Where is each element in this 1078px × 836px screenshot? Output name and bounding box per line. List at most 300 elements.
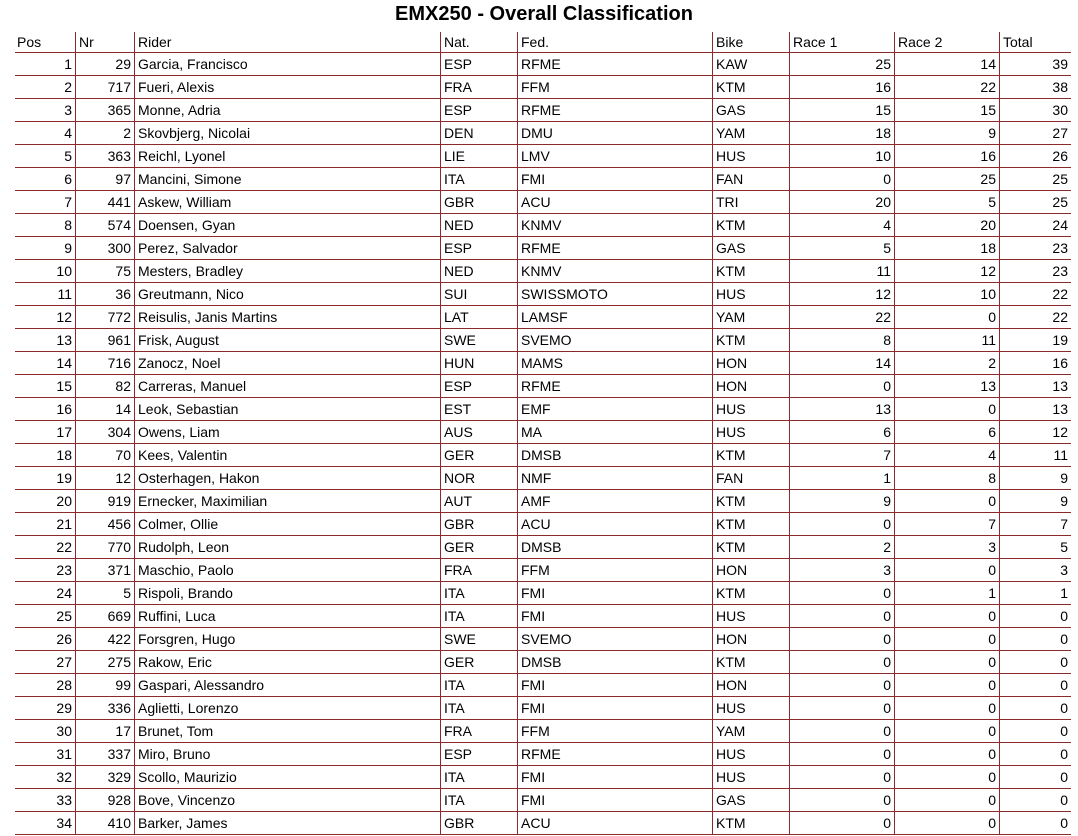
cell-race1: 0 [789,720,894,743]
table-row [15,628,1071,651]
cell-total: 0 [999,743,1071,766]
table-row [15,812,1071,835]
cell-race1: 18 [789,122,894,145]
cell-bike: HON [712,674,789,697]
cell-rider: Gaspari, Alessandro [134,674,440,697]
cell-nat: ITA [440,697,517,720]
cell-race2: 8 [894,467,999,490]
cell-bike: GAS [712,789,789,812]
cell-nat: GBR [440,513,517,536]
cell-fed: DMU [517,122,712,145]
cell-race2: 5 [894,191,999,214]
cell-fed: FMI [517,605,712,628]
cell-total: 22 [999,306,1071,329]
table-row [15,306,1071,329]
cell-race1: 0 [789,766,894,789]
header-fed: Fed. [517,32,712,53]
cell-nr: 97 [75,168,134,191]
cell-race1: 20 [789,191,894,214]
cell-race2: 0 [894,559,999,582]
table-row [15,490,1071,513]
cell-rider: Ruffini, Luca [134,605,440,628]
cell-total: 39 [999,53,1071,76]
cell-rider: Leok, Sebastian [134,398,440,421]
cell-fed: DMSB [517,651,712,674]
cell-bike: KTM [712,260,789,283]
cell-rider: Rakow, Eric [134,651,440,674]
table-row [15,352,1071,375]
cell-rider: Ernecker, Maximilian [134,490,440,513]
cell-rider: Colmer, Ollie [134,513,440,536]
cell-bike: HON [712,375,789,398]
cell-race1: 6 [789,421,894,444]
header-nr: Nr [75,32,134,53]
cell-fed: DMSB [517,536,712,559]
cell-total: 13 [999,375,1071,398]
header-race2: Race 2 [894,32,999,53]
cell-bike: KTM [712,76,789,99]
table-row [15,559,1071,582]
cell-nr: 371 [75,559,134,582]
cell-rider: Owens, Liam [134,421,440,444]
cell-nat: ITA [440,168,517,191]
cell-race2: 13 [894,375,999,398]
cell-race2: 2 [894,352,999,375]
cell-total: 1 [999,582,1071,605]
cell-race1: 0 [789,582,894,605]
table-row [15,743,1071,766]
cell-pos: 10 [15,260,75,283]
cell-race2: 0 [894,398,999,421]
cell-bike: KTM [712,651,789,674]
cell-fed: FFM [517,559,712,582]
table-row [15,697,1071,720]
cell-nat: ESP [440,53,517,76]
cell-rider: Carreras, Manuel [134,375,440,398]
cell-nr: 772 [75,306,134,329]
cell-nat: FRA [440,76,517,99]
table-row [15,398,1071,421]
cell-fed: FFM [517,76,712,99]
cell-fed: LAMSF [517,306,712,329]
cell-nr: 2 [75,122,134,145]
cell-race2: 22 [894,76,999,99]
cell-race1: 0 [789,812,894,835]
cell-pos: 32 [15,766,75,789]
cell-total: 16 [999,352,1071,375]
cell-pos: 11 [15,283,75,306]
cell-rider: Greutmann, Nico [134,283,440,306]
cell-nat: AUT [440,490,517,513]
cell-bike: KTM [712,812,789,835]
table-row [15,789,1071,812]
cell-rider: Brunet, Tom [134,720,440,743]
cell-pos: 7 [15,191,75,214]
cell-total: 0 [999,628,1071,651]
page-title: EMX250 - Overall Classification [395,3,693,25]
cell-pos: 18 [15,444,75,467]
cell-race2: 25 [894,168,999,191]
cell-pos: 14 [15,352,75,375]
cell-race2: 10 [894,283,999,306]
cell-nat: FRA [440,559,517,582]
cell-bike: YAM [712,306,789,329]
cell-bike: HUS [712,283,789,306]
table-header [15,32,1071,53]
cell-bike: HUS [712,605,789,628]
cell-pos: 9 [15,237,75,260]
cell-race2: 1 [894,582,999,605]
cell-nr: 919 [75,490,134,513]
cell-race2: 0 [894,490,999,513]
cell-race1: 0 [789,743,894,766]
cell-bike: HUS [712,766,789,789]
cell-race2: 3 [894,536,999,559]
cell-race1: 7 [789,444,894,467]
cell-bike: HUS [712,145,789,168]
cell-race1: 0 [789,605,894,628]
cell-rider: Kees, Valentin [134,444,440,467]
classification-table [15,32,1071,835]
cell-fed: ACU [517,812,712,835]
cell-pos: 20 [15,490,75,513]
cell-race1: 2 [789,536,894,559]
table-row [15,260,1071,283]
cell-total: 12 [999,421,1071,444]
cell-bike: HON [712,628,789,651]
cell-nr: 70 [75,444,134,467]
cell-nr: 14 [75,398,134,421]
cell-nr: 441 [75,191,134,214]
cell-total: 30 [999,99,1071,122]
cell-bike: KTM [712,214,789,237]
table-row [15,237,1071,260]
cell-race2: 0 [894,789,999,812]
cell-rider: Osterhagen, Hakon [134,467,440,490]
cell-race2: 0 [894,605,999,628]
cell-nat: SWE [440,628,517,651]
table-row [15,99,1071,122]
cell-pos: 33 [15,789,75,812]
cell-nr: 275 [75,651,134,674]
cell-nat: GBR [440,812,517,835]
cell-nr: 456 [75,513,134,536]
cell-fed: RFME [517,743,712,766]
cell-total: 0 [999,605,1071,628]
cell-rider: Maschio, Paolo [134,559,440,582]
cell-fed: FMI [517,789,712,812]
cell-rider: Bove, Vincenzo [134,789,440,812]
cell-nat: ITA [440,605,517,628]
table-row [15,329,1071,352]
cell-total: 0 [999,766,1071,789]
cell-race2: 0 [894,674,999,697]
cell-race1: 12 [789,283,894,306]
cell-race1: 5 [789,237,894,260]
cell-pos: 22 [15,536,75,559]
cell-fed: RFME [517,99,712,122]
cell-nr: 363 [75,145,134,168]
cell-pos: 30 [15,720,75,743]
cell-bike: FAN [712,168,789,191]
table-row [15,375,1071,398]
cell-nr: 770 [75,536,134,559]
cell-fed: FMI [517,766,712,789]
cell-fed: NMF [517,467,712,490]
cell-rider: Rispoli, Brando [134,582,440,605]
cell-bike: HUS [712,697,789,720]
cell-race1: 13 [789,398,894,421]
cell-race2: 16 [894,145,999,168]
cell-race2: 0 [894,743,999,766]
cell-nat: AUS [440,421,517,444]
cell-total: 7 [999,513,1071,536]
cell-fed: FMI [517,697,712,720]
cell-total: 24 [999,214,1071,237]
cell-fed: ACU [517,513,712,536]
cell-fed: SVEMO [517,628,712,651]
table-row [15,191,1071,214]
table-row [15,674,1071,697]
cell-fed: LMV [517,145,712,168]
cell-fed: MAMS [517,352,712,375]
cell-nat: EST [440,398,517,421]
header-bike: Bike [712,32,789,53]
cell-pos: 28 [15,674,75,697]
cell-nat: SUI [440,283,517,306]
cell-fed: KNMV [517,260,712,283]
cell-fed: RFME [517,375,712,398]
table-body [15,53,1071,835]
cell-total: 0 [999,720,1071,743]
cell-nr: 29 [75,53,134,76]
table-row [15,651,1071,674]
cell-fed: ACU [517,191,712,214]
cell-nr: 336 [75,697,134,720]
cell-nat: ESP [440,743,517,766]
cell-fed: RFME [517,53,712,76]
cell-race1: 3 [789,559,894,582]
cell-rider: Reichl, Lyonel [134,145,440,168]
cell-nat: GER [440,444,517,467]
cell-total: 13 [999,398,1071,421]
cell-pos: 29 [15,697,75,720]
cell-nr: 36 [75,283,134,306]
cell-nr: 99 [75,674,134,697]
cell-race1: 15 [789,99,894,122]
cell-rider: Forsgren, Hugo [134,628,440,651]
cell-nat: HUN [440,352,517,375]
cell-nr: 82 [75,375,134,398]
cell-race1: 0 [789,651,894,674]
cell-total: 38 [999,76,1071,99]
table-row [15,720,1071,743]
cell-pos: 15 [15,375,75,398]
cell-race2: 0 [894,720,999,743]
cell-bike: GAS [712,99,789,122]
cell-rider: Zanocz, Noel [134,352,440,375]
cell-bike: YAM [712,122,789,145]
cell-race2: 20 [894,214,999,237]
cell-race2: 4 [894,444,999,467]
cell-nat: FRA [440,720,517,743]
cell-nr: 669 [75,605,134,628]
cell-pos: 26 [15,628,75,651]
cell-race2: 12 [894,260,999,283]
cell-total: 23 [999,260,1071,283]
cell-pos: 2 [15,76,75,99]
table-row [15,766,1071,789]
cell-bike: YAM [712,720,789,743]
table-row [15,582,1071,605]
cell-nat: LAT [440,306,517,329]
cell-nat: ITA [440,582,517,605]
cell-bike: HON [712,352,789,375]
header-nat: Nat. [440,32,517,53]
cell-bike: HUS [712,398,789,421]
cell-pos: 13 [15,329,75,352]
cell-race2: 18 [894,237,999,260]
cell-nr: 410 [75,812,134,835]
header-row [15,32,1071,53]
cell-bike: GAS [712,237,789,260]
cell-fed: FMI [517,674,712,697]
cell-race1: 16 [789,76,894,99]
cell-fed: MA [517,421,712,444]
cell-rider: Mesters, Bradley [134,260,440,283]
cell-pos: 17 [15,421,75,444]
cell-total: 0 [999,789,1071,812]
cell-nr: 300 [75,237,134,260]
cell-race2: 11 [894,329,999,352]
cell-nat: GER [440,536,517,559]
cell-rider: Reisulis, Janis Martins [134,306,440,329]
cell-race1: 22 [789,306,894,329]
cell-nr: 716 [75,352,134,375]
cell-total: 22 [999,283,1071,306]
cell-total: 0 [999,697,1071,720]
cell-nat: ITA [440,789,517,812]
cell-race1: 10 [789,145,894,168]
cell-total: 3 [999,559,1071,582]
cell-race2: 0 [894,651,999,674]
cell-pos: 25 [15,605,75,628]
table-row [15,168,1071,191]
header-total: Total [999,32,1071,53]
cell-nat: ITA [440,766,517,789]
cell-pos: 34 [15,812,75,835]
cell-rider: Monne, Adria [134,99,440,122]
cell-fed: AMF [517,490,712,513]
cell-race2: 0 [894,766,999,789]
cell-bike: KTM [712,329,789,352]
cell-nr: 304 [75,421,134,444]
table-row [15,122,1071,145]
cell-bike: KTM [712,513,789,536]
cell-total: 19 [999,329,1071,352]
cell-bike: TRI [712,191,789,214]
cell-pos: 8 [15,214,75,237]
table-row [15,214,1071,237]
cell-fed: FMI [517,168,712,191]
cell-nat: NED [440,260,517,283]
cell-nat: NOR [440,467,517,490]
cell-total: 26 [999,145,1071,168]
cell-race1: 0 [789,789,894,812]
header-race1: Race 1 [789,32,894,53]
cell-rider: Doensen, Gyan [134,214,440,237]
cell-race2: 0 [894,628,999,651]
cell-race1: 9 [789,490,894,513]
cell-pos: 27 [15,651,75,674]
cell-race1: 0 [789,628,894,651]
cell-race1: 25 [789,53,894,76]
cell-race2: 15 [894,99,999,122]
table-row [15,53,1071,76]
cell-nr: 75 [75,260,134,283]
cell-rider: Scollo, Maurizio [134,766,440,789]
table-row [15,605,1071,628]
cell-fed: DMSB [517,444,712,467]
cell-nat: ESP [440,375,517,398]
cell-nr: 365 [75,99,134,122]
cell-pos: 21 [15,513,75,536]
cell-fed: FMI [517,582,712,605]
cell-race1: 11 [789,260,894,283]
cell-nr: 17 [75,720,134,743]
cell-bike: KTM [712,490,789,513]
cell-nr: 329 [75,766,134,789]
table-row [15,467,1071,490]
cell-nr: 337 [75,743,134,766]
cell-race2: 0 [894,306,999,329]
cell-pos: 24 [15,582,75,605]
cell-fed: FFM [517,720,712,743]
table-row [15,76,1071,99]
cell-fed: RFME [517,237,712,260]
cell-pos: 19 [15,467,75,490]
cell-nr: 574 [75,214,134,237]
table-row [15,536,1071,559]
cell-total: 9 [999,490,1071,513]
cell-race1: 8 [789,329,894,352]
cell-nr: 422 [75,628,134,651]
header-pos: Pos [15,32,75,53]
cell-rider: Skovbjerg, Nicolai [134,122,440,145]
cell-total: 11 [999,444,1071,467]
cell-rider: Fueri, Alexis [134,76,440,99]
cell-rider: Rudolph, Leon [134,536,440,559]
cell-race1: 14 [789,352,894,375]
cell-race1: 0 [789,375,894,398]
cell-bike: HUS [712,421,789,444]
cell-nr: 717 [75,76,134,99]
cell-rider: Miro, Bruno [134,743,440,766]
table-row [15,513,1071,536]
cell-race1: 1 [789,467,894,490]
cell-rider: Perez, Salvador [134,237,440,260]
cell-pos: 23 [15,559,75,582]
cell-nat: DEN [440,122,517,145]
cell-race2: 0 [894,697,999,720]
cell-nat: ESP [440,99,517,122]
cell-fed: EMF [517,398,712,421]
cell-total: 25 [999,168,1071,191]
table-row [15,145,1071,168]
cell-nat: GER [440,651,517,674]
cell-bike: FAN [712,467,789,490]
cell-race2: 7 [894,513,999,536]
